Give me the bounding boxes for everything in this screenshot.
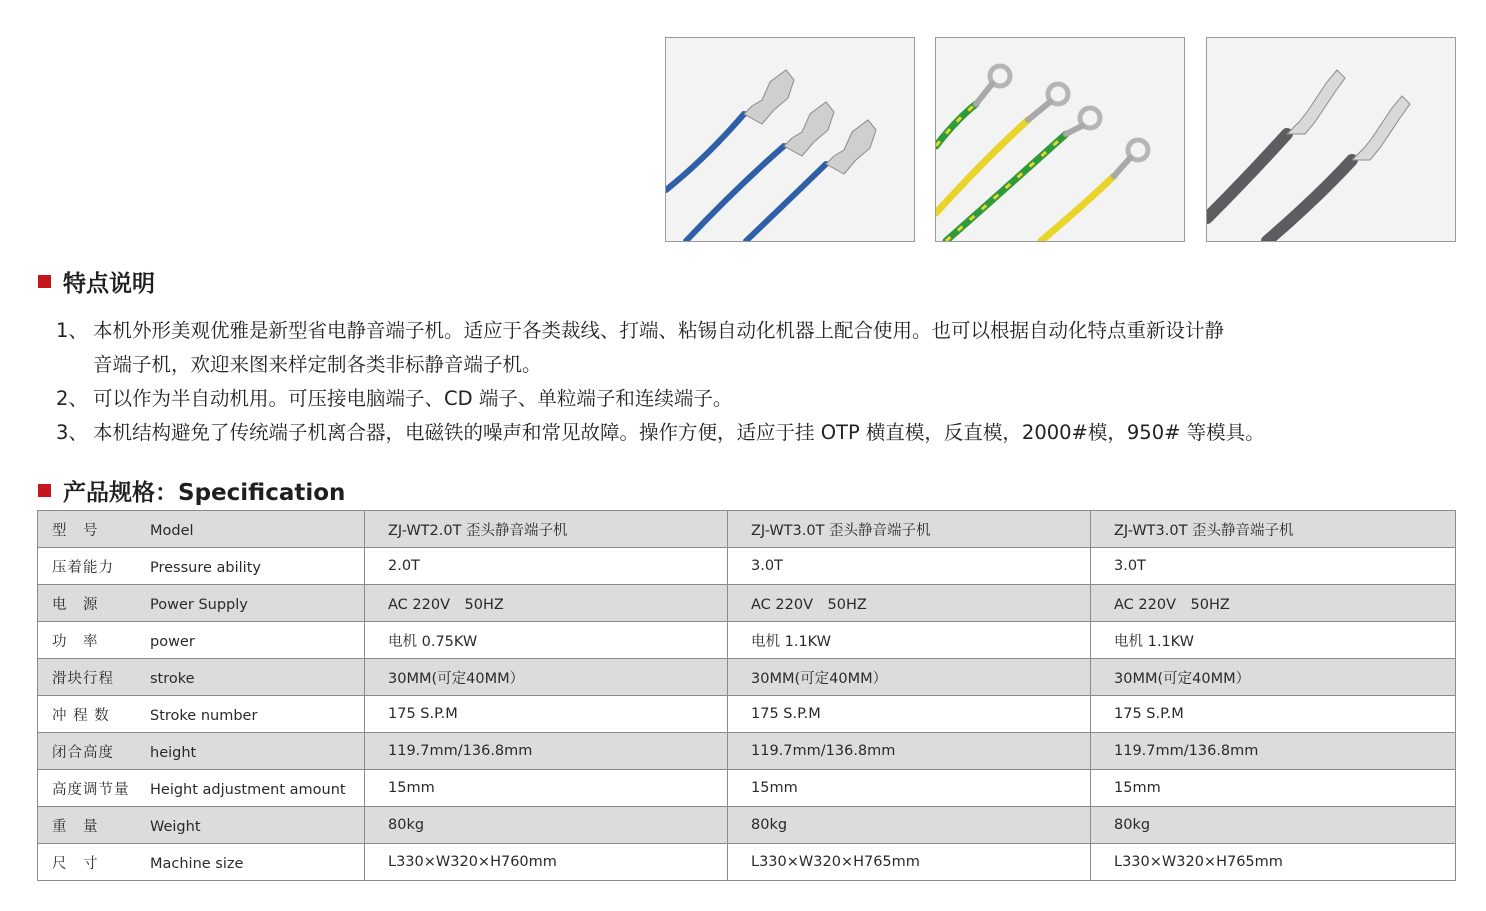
features-heading — [38, 265, 155, 298]
spec-value-cell: L330×W320×H760mm — [365, 844, 728, 881]
table-row — [38, 548, 1456, 585]
feature-line: 本机外形美观优雅是新型省电静音端子机。适应于各类裁线、打端、粘锡自动化机器上配合使用。也可以根据自动化特点重新设计静 — [93, 319, 1225, 342]
spec-label-cn: 压着能力 — [52, 559, 114, 576]
feature-item — [56, 382, 1476, 416]
spec-value-cell: 80kg — [1091, 807, 1456, 844]
table-row — [38, 696, 1456, 733]
spec-value-cell: L330×W320×H765mm — [1091, 844, 1456, 881]
spec-value-cell: 80kg — [365, 807, 728, 844]
spec-label-cn: 电 源 — [52, 596, 99, 613]
spec-label-en: height — [150, 744, 197, 761]
spec-label-cn: 尺 寸 — [52, 855, 99, 872]
spec-heading — [38, 474, 345, 507]
feature-number: 2、 — [56, 387, 88, 410]
product-photo-blue-terminals — [665, 37, 915, 242]
spec-label-en: Height adjustment amount — [150, 781, 346, 798]
spec-value-cell: 电机 1.1KW — [1091, 622, 1456, 659]
spec-value-cell: 30MM(可定40MM） — [365, 659, 728, 696]
spec-label-en: stroke — [150, 670, 195, 687]
spec-value-cell: ZJ-WT3.0T 歪头静音端子机 — [728, 511, 1091, 548]
table-row — [38, 770, 1456, 807]
spec-value-cell: AC 220V 50HZ — [728, 585, 1091, 622]
table-row — [38, 659, 1456, 696]
spec-value-cell: 175 S.P.M — [1091, 696, 1456, 733]
spec-label-cell — [38, 659, 365, 696]
feature-number: 1、 — [56, 319, 88, 342]
spec-label-en: power — [150, 633, 195, 650]
spec-label-cell — [38, 585, 365, 622]
spec-label-cn: 闭合高度 — [52, 744, 114, 761]
table-row — [38, 733, 1456, 770]
table-row — [38, 807, 1456, 844]
spec-label-cn: 重 量 — [52, 818, 99, 835]
spec-label-cn: 冲 程 数 — [52, 707, 110, 724]
feature-number: 3、 — [56, 421, 88, 444]
feature-line: 可以作为半自动机用。可压接电脑端子、CD 端子、单粒端子和连续端子。 — [93, 387, 733, 410]
spec-label-cn: 滑块行程 — [52, 670, 114, 687]
spec-label-en: Model — [150, 522, 194, 539]
spec-label-cell — [38, 511, 365, 548]
grey-wire-terminal-photo — [1207, 38, 1455, 241]
spec-label-cn: 型 号 — [52, 522, 99, 539]
spec-value-cell: 电机 0.75KW — [365, 622, 728, 659]
spec-value-cell: 2.0T — [365, 548, 728, 585]
spec-label-cell — [38, 770, 365, 807]
spec-value-cell: 30MM(可定40MM） — [728, 659, 1091, 696]
spec-value-cell: AC 220V 50HZ — [1091, 585, 1456, 622]
table-row — [38, 511, 1456, 548]
spec-value-cell: 15mm — [365, 770, 728, 807]
spec-label-en: Weight — [150, 818, 201, 835]
table-row — [38, 585, 1456, 622]
feature-item — [56, 314, 1476, 382]
spec-value-cell: 15mm — [1091, 770, 1456, 807]
spec-value-cell: L330×W320×H765mm — [728, 844, 1091, 881]
spec-title: 产品规格：Specification — [63, 480, 346, 506]
spec-label-en: Power Supply — [150, 596, 248, 613]
features-list — [56, 314, 1476, 450]
spec-value-cell: 175 S.P.M — [365, 696, 728, 733]
spec-label-en: Pressure ability — [150, 559, 261, 576]
spec-label-cell — [38, 622, 365, 659]
product-photo-grey-terminals — [1206, 37, 1456, 242]
blue-wire-terminal-photo — [666, 38, 914, 241]
spec-value-cell: 119.7mm/136.8mm — [365, 733, 728, 770]
feature-line: 本机结构避免了传统端子机离合器，电磁铁的噪声和常见故障。操作方便，适应于挂 OTP 横直模，反直模，2000#模，950# 等模具。 — [93, 421, 1265, 444]
spec-label-cell — [38, 807, 365, 844]
spec-value-cell: ZJ-WT2.0T 歪头静音端子机 — [365, 511, 728, 548]
table-row — [38, 622, 1456, 659]
spec-label-cell — [38, 844, 365, 881]
spec-value-cell: 119.7mm/136.8mm — [1091, 733, 1456, 770]
features-title: 特点说明 — [63, 271, 155, 297]
spec-label-cell — [38, 696, 365, 733]
red-square-bullet-icon — [38, 484, 51, 497]
spec-value-cell: 175 S.P.M — [728, 696, 1091, 733]
spec-value-cell: 电机 1.1KW — [728, 622, 1091, 659]
spec-value-cell: 3.0T — [1091, 548, 1456, 585]
spec-value-cell: ZJ-WT3.0T 歪头静音端子机 — [1091, 511, 1456, 548]
feature-line: 音端子机，欢迎来图来样定制各类非标静音端子机。 — [93, 353, 542, 376]
spec-table — [37, 510, 1456, 881]
feature-item — [56, 416, 1476, 450]
spec-value-cell: 30MM(可定40MM） — [1091, 659, 1456, 696]
red-square-bullet-icon — [38, 275, 51, 288]
spec-value-cell: 80kg — [728, 807, 1091, 844]
spec-value-cell: 15mm — [728, 770, 1091, 807]
spec-value-cell: 3.0T — [728, 548, 1091, 585]
ring-terminal-photo — [936, 38, 1184, 241]
spec-label-cell — [38, 733, 365, 770]
spec-label-cn: 高度调节量 — [52, 781, 130, 798]
spec-label-en: Machine size — [150, 855, 244, 872]
spec-value-cell: AC 220V 50HZ — [365, 585, 728, 622]
product-photo-ring-terminals — [935, 37, 1185, 242]
spec-label-cell — [38, 548, 365, 585]
spec-label-en: Stroke number — [150, 707, 258, 724]
table-row — [38, 844, 1456, 881]
spec-value-cell: 119.7mm/136.8mm — [728, 733, 1091, 770]
spec-label-cn: 功 率 — [52, 633, 99, 650]
